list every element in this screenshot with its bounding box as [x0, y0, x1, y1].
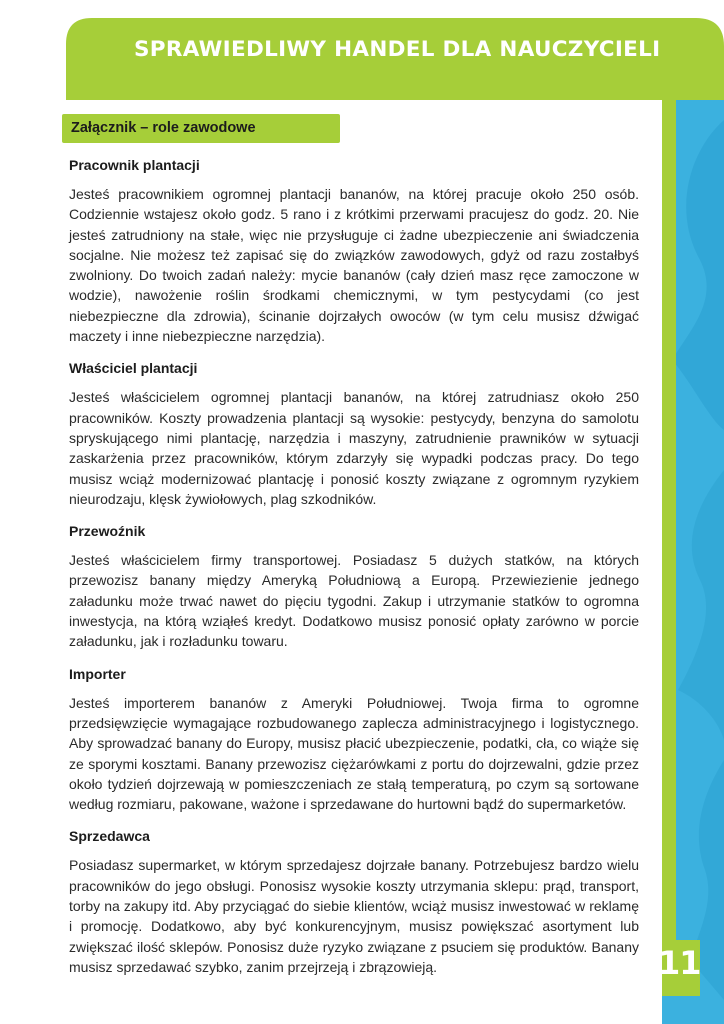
role-title: Pracownik plantacji — [69, 157, 200, 173]
section-label-box — [62, 114, 340, 143]
role-text: Posiadasz supermarket, w którym sprzedajesz dojrzałe banany. Potrzebujesz bardzo wielu pracowników do jego obsługi. Ponosisz wysokie koszty utrzymania sklepu: prąd, transport, torby na zakupy itd. Aby przyciągać do siebie klientów, wciąż musisz inwestować w reklamę i promocję. Dodatkowo, aby być konkurencyjnym, musisz powiększać asortyment lub zwiększać ilość sklepów. Ponosisz duże ryzyko związane z psuciem się produktów. Banany musisz sprzedawać szybko, zanim przejrzeją i zbrązowieją. — [69, 857, 639, 975]
page-number: 11 — [658, 944, 701, 982]
role-title: Sprzedawca — [69, 828, 150, 845]
role-block — [69, 522, 639, 651]
page-header — [0, 0, 724, 100]
roles-content — [69, 156, 639, 990]
role-block — [69, 156, 639, 346]
role-title: Przewoźnik — [69, 523, 146, 540]
role-text: Jesteś właścicielem ogromnej plantacji bananów, na której zatrudniasz około 250 pracowników. Koszty prowadzenia plantacji są wysokie: pestycydy, benzyna do samolotu spryskującego nimi plantację, narzędzia i maszyny, zatrudnienie prawników w sytuacji zaskarżenia przez pracowników, którym zdarzyły się wypadki podczas pracy. Do tego musisz wciąż modernizować plantację i ponosić koszty związane z ogromnym ryzykiem nieurodzaju, klęsk żywiołowych, plag szkodników. — [69, 389, 639, 507]
role-text: Jesteś importerem bananów z Ameryki Południowej. Twoja firma to ogromne przedsięwzięcie wymagające rozbudowanego zaplecza administracyjnego i logistycznego. Aby sprowadzać banany do Europy, musisz płacić ubezpieczenie, podatki, cła, co wiąże się ze sporymi kosztami. Banany przewozisz ciężarówkami z portu do dojrzewalni, gdzie przez około tydzień dojrzewają w pomieszczeniach ze stałą temperaturą, po czym są sortowane według rozmiaru, pakowane, ważone i sprzedawane do hurtowni bądź do supermarketów. — [69, 694, 639, 813]
role-text: Jesteś pracownikiem ogromnej plantacji bananów, na której pracuje około 250 osób. Codziennie wstajesz około godz. 5 rano i z krótkimi przerwami pracujesz do godz. 20. Nie jesteś zatrudniony na stałe, więc nie przysługuje ci żadne ubezpieczenie ani świadczenia socjalne. Nie możesz też zapisać się do związków zawodowych, gdyż od razu zostałbyś zwolniony. Do twoich zadań należy: mycie bananów (cały dzień masz ręce zamoczone w wodzie), nawożenie roślin środkami chemicznymi, w tym pestycydami (co jest niebezpieczne dla zdrowia), ścinanie dojrzałych owoców (w tym celu musisz dźwigać maczety i inne niebezpieczne narzędzia). — [69, 186, 639, 345]
role-block — [69, 665, 639, 815]
role-title: Importer — [69, 665, 126, 682]
section-label: Załącznik – role zawodowe — [71, 120, 256, 136]
green-side-strip — [662, 96, 676, 996]
role-block — [69, 827, 639, 977]
role-title: Właściciel plantacji — [69, 360, 198, 377]
header-title: SPRAWIEDLIWY HANDEL DLA NAUCZYCIELI — [134, 37, 661, 62]
role-block — [69, 359, 639, 509]
role-text: Jesteś właścicielem firmy transportowej. Posiadasz 5 dużych statków, na których przewozisz banany między Ameryką Południową a Europą. Przewiezienie jednego załadunku może trwać nawet do pięciu tygodni. Zakup i utrzymanie statków to ogromna inwestycja, na którą wziąłeś kredyt. Dodatkowo musisz ponosić opłaty zarówno w porcie załadunku, jak i rozładunku towaru. — [69, 552, 639, 650]
